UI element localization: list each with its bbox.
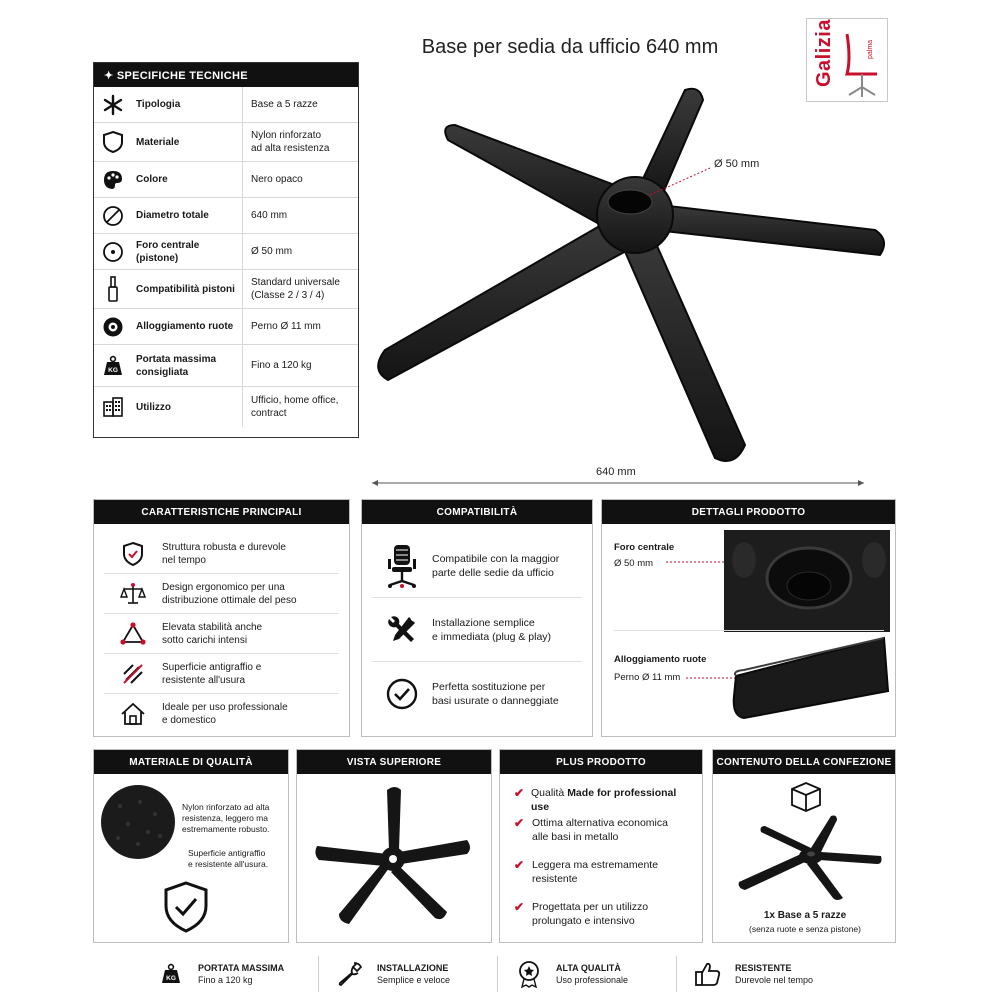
hole-detail-image: [664, 530, 894, 635]
bottom-feature: [319, 954, 497, 994]
spec-row: [94, 234, 358, 270]
spec-row: [94, 123, 358, 162]
feature-text: Ideale per uso professionale e domestico: [162, 702, 288, 726]
wrench-icon: [337, 961, 363, 987]
plus-text: Leggera ma estremamente resistente: [532, 859, 659, 885]
bottom-title: RESISTENTE: [735, 963, 792, 973]
top-view-header: VISTA SUPERIORE: [297, 750, 491, 774]
compat-text: Compatibile con la maggior parte delle sedie da ufficio: [432, 552, 560, 579]
top-view-image: [307, 782, 483, 942]
plus-item: [514, 858, 688, 890]
hole-diameter-label: Ø 50 mm: [714, 158, 760, 170]
spec-label: Utilizzo: [136, 401, 171, 413]
scratch-icon: [121, 662, 145, 686]
checkmark-icon: ✔: [514, 786, 525, 800]
spec-value: Standard universale (Classe 2 / 3 / 4): [242, 270, 358, 308]
shield-check-icon: [121, 541, 145, 567]
spec-label: Foro centrale (pistone): [136, 239, 200, 264]
spec-value: Ufficio, home office, contract: [242, 387, 358, 427]
shield-check-icon: [162, 880, 210, 934]
feature-text: Elevata stabilità anche sotto carichi intensi: [162, 621, 263, 646]
material-text-2: Superficie antigraffio e resistente all'usura.: [188, 848, 269, 869]
details-panel: [601, 499, 896, 737]
compat-text: Perfetta sostituzione per basi usurate o danneggiate: [432, 681, 559, 707]
page-title: Base per sedia da ufficio 640 mm: [421, 36, 719, 58]
package-base-image: [733, 812, 883, 902]
compat-item: [372, 662, 582, 726]
compat-text: Installazione semplice e immediata (plug & play): [432, 616, 552, 643]
spec-label: Diametro totale: [136, 210, 209, 221]
plus-prefix: Qualità: [531, 787, 568, 799]
bottom-title: INSTALLAZIONE: [377, 963, 449, 973]
specs-table: [93, 62, 359, 438]
spec-value: Nylon rinforzato ad alta resistenza: [242, 123, 358, 161]
spec-value: Base a 5 razze: [242, 87, 358, 122]
texture-sample-image: [100, 784, 176, 860]
compat-item: [372, 598, 582, 662]
spec-label: Compatibilità pistoni: [136, 283, 235, 295]
spec-row: [94, 162, 358, 198]
triangle-nodes-icon: [120, 622, 146, 646]
wheel-detail-image: [684, 636, 894, 726]
spec-value: 640 mm: [242, 198, 358, 233]
bottom-title: ALTA QUALITÀ: [556, 963, 621, 973]
piston-icon: [106, 276, 120, 302]
target-circle-icon: [102, 241, 124, 263]
product-image: [360, 80, 910, 480]
box-panel: [712, 749, 896, 943]
bottom-sub: Durevole nel tempo: [735, 975, 814, 985]
checkmark-icon: ✔: [514, 900, 525, 914]
compat-item: [372, 534, 582, 598]
plus-item: [514, 900, 688, 932]
bottom-sub: Semplice e veloce: [377, 975, 451, 985]
bottom-sub: Uso professionale: [556, 975, 629, 985]
feature-text: Struttura robusta e durevole nel tempo: [162, 541, 286, 566]
feature-item: [104, 654, 339, 694]
top-view-panel: [296, 749, 492, 943]
spec-row: [94, 270, 358, 309]
box-line-1: 1x Base a 5 razze: [763, 910, 847, 921]
bottom-feature: [140, 954, 318, 994]
balance-icon: [120, 582, 146, 606]
plus-bold: Made for professional use: [531, 787, 677, 813]
bottom-sub: Fino a 120 kg: [198, 975, 253, 985]
tools-icon: [385, 613, 419, 647]
spec-row: [94, 309, 358, 345]
svg-text:KG: KG: [166, 975, 176, 982]
hole-value: Ø 50 mm: [614, 558, 654, 569]
width-dimension-line: [368, 476, 868, 490]
spec-label: Portata massima consigliata: [136, 353, 217, 378]
features-panel: [93, 499, 350, 737]
package-box-icon: [789, 780, 823, 812]
weight-kg-icon: [160, 963, 182, 985]
bottom-feature: [677, 954, 855, 994]
compat-header: COMPATIBILITÀ: [362, 500, 592, 524]
spec-row: [94, 387, 358, 427]
check-circle-icon: [385, 677, 419, 711]
specs-header: ✦ SPECIFICHE TECNICHE: [94, 63, 358, 87]
spec-label: Alloggiamento ruote: [136, 321, 234, 332]
material-text-1: Nylon rinforzato ad alta resistenza, leggero ma estremamente robusto.: [182, 802, 270, 834]
material-panel: [93, 749, 289, 943]
feature-item: [104, 534, 339, 574]
brand-sub: palma: [867, 39, 874, 59]
spec-row: [94, 198, 358, 234]
plus-header: PLUS PRODOTTO: [500, 750, 702, 774]
spec-label: Colore: [136, 174, 168, 185]
brand-name: Galizia: [813, 19, 835, 87]
bottom-strip: [140, 952, 900, 996]
box-line-2: (senza ruote e senza pistone): [749, 924, 861, 934]
palette-icon: [102, 169, 124, 191]
spec-value: Perno Ø 11 mm: [242, 309, 358, 344]
spec-value: Ø 50 mm: [242, 234, 358, 269]
feature-item: [104, 574, 339, 614]
spec-label: Materiale: [136, 136, 180, 148]
home-icon: [120, 702, 146, 726]
medal-icon: [516, 960, 542, 988]
details-header: DETTAGLI PRODOTTO: [602, 500, 895, 524]
wheel-value: Perno Ø 11 mm: [614, 672, 681, 683]
svg-text:KG: KG: [108, 366, 118, 374]
plus-text: Ottima alternativa economica alle basi in metallo: [532, 817, 668, 843]
asterisk-icon: [102, 94, 124, 116]
features-header: CARATTERISTICHE PRINCIPALI: [94, 500, 349, 524]
spec-value: Fino a 120 kg: [242, 345, 358, 386]
checkmark-icon: ✔: [514, 816, 525, 830]
spec-label: Tipologia: [136, 99, 181, 110]
plus-panel: [499, 749, 703, 943]
material-header: MATERIALE DI QUALITÀ: [94, 750, 288, 774]
plus-item: [514, 816, 688, 848]
thumbs-up-icon: [694, 961, 722, 987]
spec-row: [94, 87, 358, 123]
feature-text: Superficie antigraffio e resistente all'usura: [162, 661, 262, 686]
feature-text: Design ergonomico per una distribuzione ottimale del peso: [162, 581, 297, 606]
wheel-icon: [102, 316, 124, 338]
bottom-feature: [498, 954, 676, 994]
bottom-title: PORTATA MASSIMA: [198, 963, 285, 973]
spec-row: [94, 345, 358, 387]
width-label: 640 mm: [596, 466, 636, 478]
building-icon: [102, 396, 124, 418]
hole-title: Foro centrale: [614, 542, 675, 553]
shield-icon: [102, 130, 124, 154]
feature-item: [104, 614, 339, 654]
compat-panel: [361, 499, 593, 737]
plus-item: [514, 786, 688, 813]
office-chair-icon: [385, 543, 419, 589]
feature-item: [104, 694, 339, 734]
diameter-icon: [102, 205, 124, 227]
box-header: CONTENUTO DELLA CONFEZIONE: [713, 750, 895, 774]
plus-text: Progettata per un utilizzo prolungato e intensivo: [532, 901, 649, 927]
spec-value: Nero opaco: [242, 162, 358, 197]
wheel-title: Alloggiamento ruote: [614, 654, 707, 665]
checkmark-icon: ✔: [514, 858, 525, 872]
weight-kg-icon: [102, 355, 124, 377]
